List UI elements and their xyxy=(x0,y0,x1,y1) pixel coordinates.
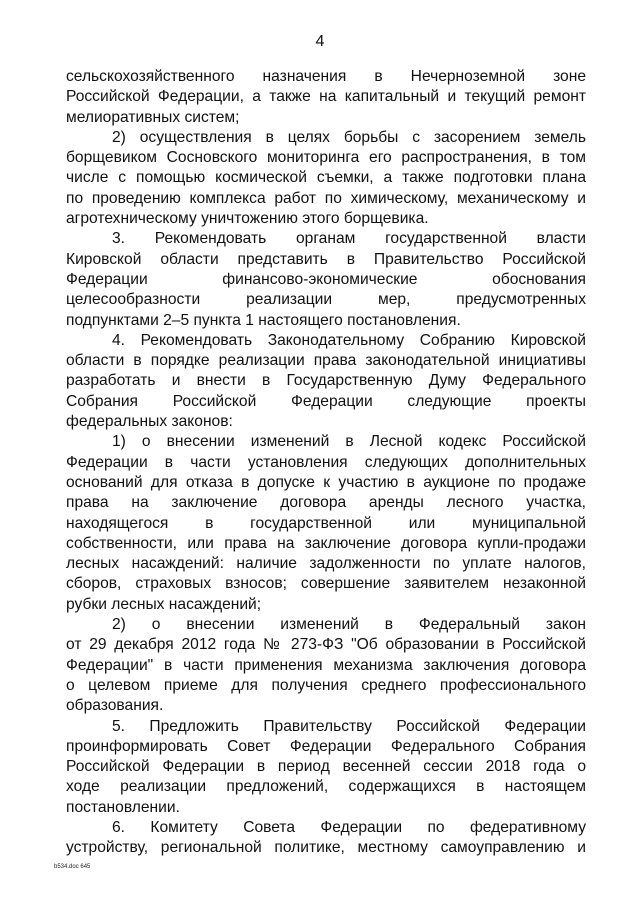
text-line: Российской Федерации, а также на капитальный и текущий ремонт xyxy=(66,88,586,106)
text-line: борщевиком Сосновского мониторинга его распространения, в том xyxy=(66,149,586,167)
text-line: устройству, региональной политике, местному самоуправлению и xyxy=(66,839,586,857)
text-line: мелиоративных систем; xyxy=(66,108,240,126)
text-line: 2) осуществления в целях борьбы с засорением земель xyxy=(112,128,586,146)
text-line: Федерации финансово-экономические обоснования xyxy=(66,270,586,288)
text-line: ходе реализации предложений, содержащихся в настоящем xyxy=(66,778,586,796)
text-line: права на заключение договора аренды лесного участка, xyxy=(66,494,586,512)
text-line: 6. Комитету Совета Федерации по федеративному xyxy=(112,818,586,836)
text-line: о целевом приеме для получения среднего профессионального xyxy=(66,676,586,694)
text-line: Российской Федерации в период весенней сессии 2018 года о xyxy=(66,758,586,776)
text-line: собственности, или права на заключение договора купли-продажи xyxy=(66,534,586,552)
text-line: области в порядке реализации права законодательной инициативы xyxy=(66,352,586,370)
text-line: 3. Рекомендовать органам государственной власти xyxy=(112,230,586,248)
text-line: находящегося в государственной или муниципальной xyxy=(66,514,586,532)
text-line: целесообразности реализации мер, предусмотренных xyxy=(66,291,586,309)
footer-filename: b534.doc 645 xyxy=(54,864,91,870)
text-line: федеральных законов: xyxy=(66,413,233,431)
text-line: 2) о внесении изменений в Федеральный закон xyxy=(112,616,586,634)
text-line: 1) о внесении изменений в Лесной кодекс Российской xyxy=(112,433,586,451)
text-line: числе с помощью космической съемки, а также подготовки плана xyxy=(66,169,586,187)
page-number: 4 xyxy=(315,33,325,50)
text-line: постановлении. xyxy=(66,798,180,816)
text-line: Федерации в части установления следующих дополнительных xyxy=(66,453,586,471)
text-line: агротехническому уничтожению этого борщевика. xyxy=(66,210,429,228)
text-line: Собрания Российской Федерации следующие проекты xyxy=(66,392,586,410)
text-line: рубки лесных насаждений; xyxy=(66,595,262,613)
document-body xyxy=(66,67,586,859)
text-line: Кировской области представить в Правительство Российской xyxy=(66,250,586,268)
text-line: оснований для отказа в допуске к участию в аукционе по продаже xyxy=(66,473,586,491)
text-line: 5. Предложить Правительству Российской Федерации xyxy=(112,717,586,735)
text-line: по проведению комплекса работ по химическому, механическому и xyxy=(66,189,586,207)
text-line: подпунктами 2–5 пункта 1 настоящего постановления. xyxy=(66,311,461,329)
text-line: сборов, страховых взносов; совершение заявителем незаконной xyxy=(66,575,586,593)
text-line: от 29 декабря 2012 года № 273-ФЗ "Об образовании в Российской xyxy=(66,636,586,654)
text-line: Федерации" в части применения механизма заключения договора xyxy=(66,656,586,674)
text-line: проинформировать Совет Федерации Федерального Собрания xyxy=(66,737,586,755)
text-line: лесных насаждений: наличие задолженности по уплате налогов, xyxy=(66,555,586,573)
text-line: 4. Рекомендовать Законодательному Собранию Кировской xyxy=(112,331,586,349)
text-line: сельскохозяйственного назначения в Нечерноземной зоне xyxy=(66,68,586,85)
text-line: разработать и внести в Государственную Думу Федерального xyxy=(66,372,586,390)
text-line: образования. xyxy=(66,697,164,715)
